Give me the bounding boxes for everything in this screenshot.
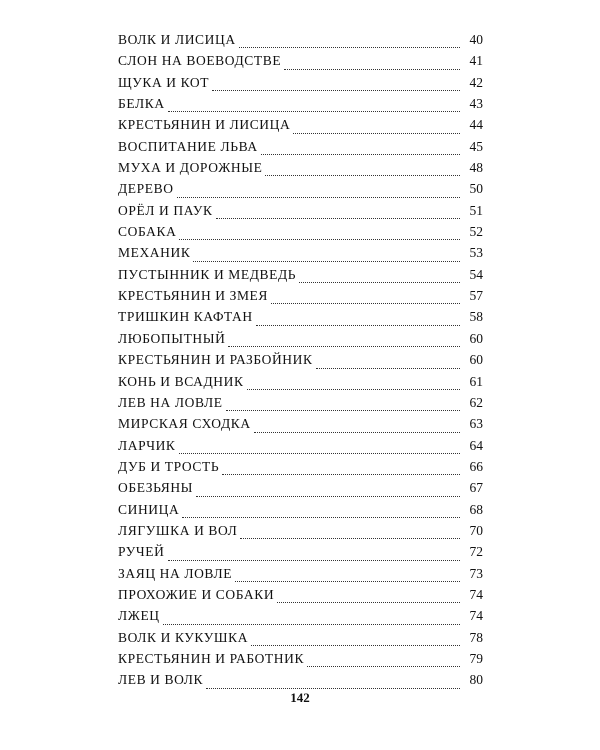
toc-entry-title: ЛЕВ НА ЛОВЛЕ [118, 394, 223, 410]
toc-entry [118, 75, 483, 96]
toc-entry [118, 32, 483, 53]
toc-entry [118, 502, 483, 523]
toc-entry-title: КРЕСТЬЯНИН И ЛИСИЦА [118, 117, 291, 133]
toc-dot-leader [212, 89, 460, 91]
toc-dot-leader [316, 367, 460, 369]
toc-entry [118, 566, 483, 587]
toc-entry-title: ЗАЯЦ НА ЛОВЛЕ [118, 565, 233, 581]
toc-entry-page-number: 53 [469, 245, 483, 261]
toc-entry-page-number: 63 [469, 416, 483, 432]
toc-entry-title: ЛЖЕЦ [118, 608, 160, 624]
toc-entry-title: ВОЛК И ЛИСИЦА [118, 32, 236, 47]
toc-entry [118, 203, 483, 224]
toc-entry [118, 53, 483, 74]
toc-dot-leader [182, 516, 460, 518]
toc-entry-page-number: 70 [469, 522, 483, 538]
toc-dot-leader [247, 388, 460, 390]
toc-entry [118, 160, 483, 181]
page-number: 142 [290, 690, 310, 705]
toc-entry-page-number: 44 [469, 117, 483, 133]
toc-entry [118, 438, 483, 459]
toc-dot-leader [193, 260, 460, 262]
toc-entry-title: ДУБ И ТРОСТЬ [118, 458, 220, 474]
toc-entry [118, 523, 483, 544]
toc-entry [118, 181, 483, 202]
toc-entry [118, 96, 483, 117]
toc-entry-page-number: 54 [469, 266, 483, 282]
toc-entry-title: ПРОХОЖИЕ И СОБАКИ [118, 586, 275, 602]
toc-entry-page-number: 80 [469, 672, 483, 688]
toc-dot-leader [206, 687, 460, 689]
toc-entry-page-number: 64 [469, 437, 483, 453]
toc-entry [118, 267, 483, 288]
toc-entry-page-number: 61 [469, 373, 483, 389]
toc-entry-page-number: 62 [469, 394, 483, 410]
toc-dot-leader [284, 68, 460, 70]
toc-dot-leader [177, 196, 460, 198]
toc-dot-leader [222, 473, 460, 475]
toc-entry-title: МИРСКАЯ СХОДКА [118, 416, 251, 432]
toc-entry-title: КРЕСТЬЯНИН И РАБОТНИК [118, 650, 305, 666]
toc-entry-page-number: 41 [469, 53, 483, 69]
toc-entry-page-number: 60 [469, 330, 483, 346]
toc-entry-page-number: 57 [469, 288, 483, 304]
toc-entry-title: ЛЕВ И ВОЛК [118, 672, 204, 688]
toc-entry-title: СОБАКА [118, 224, 177, 240]
toc-entry-page-number: 67 [469, 480, 483, 496]
toc-entry-title: БЕЛКА [118, 96, 165, 112]
toc-entry-page-number: 60 [469, 352, 483, 368]
toc-entry-page-number: 42 [469, 74, 483, 90]
toc-dot-leader [168, 559, 461, 561]
toc-entry-title: ЛЯГУШКА И ВОЛ [118, 522, 238, 538]
toc-dot-leader [235, 580, 460, 582]
toc-entry [118, 224, 483, 245]
toc-dot-leader [163, 623, 460, 625]
toc-entry-page-number: 48 [469, 160, 483, 176]
toc-entry [118, 309, 483, 330]
toc-entry [118, 245, 483, 266]
toc-entry-page-number: 51 [469, 202, 483, 218]
toc-dot-leader [265, 174, 460, 176]
toc-entry [118, 608, 483, 629]
toc-dot-leader [299, 281, 460, 283]
toc-entry-page-number: 52 [469, 224, 483, 240]
toc-dot-leader [277, 601, 460, 603]
toc-dot-leader [307, 665, 460, 667]
toc-entry-title: ВОСПИТАНИЕ ЛЬВА [118, 138, 258, 154]
toc-entry [118, 395, 483, 416]
toc-dot-leader [271, 302, 460, 304]
toc-dot-leader [256, 324, 460, 326]
toc-entry-title: ЩУКА И КОТ [118, 74, 210, 90]
toc-dot-leader [293, 132, 460, 134]
toc-entry-page-number: 50 [469, 181, 483, 197]
toc-entry-title: ЛЮБОПЫТНЫЙ [118, 330, 226, 346]
toc-entry [118, 630, 483, 651]
toc-dot-leader [239, 46, 460, 48]
toc-entry-title: МУХА И ДОРОЖНЫЕ [118, 160, 263, 176]
toc-entry-page-number: 74 [469, 586, 483, 602]
toc-entry-page-number: 73 [469, 565, 483, 581]
toc-entry-title: ОБЕЗЬЯНЫ [118, 480, 194, 496]
toc-entry-page-number: 79 [469, 650, 483, 666]
toc-entry [118, 587, 483, 608]
toc-entry-title: КОНЬ И ВСАДНИК [118, 373, 244, 389]
toc-entry-page-number: 58 [469, 309, 483, 325]
toc-entry-title: ОРЁЛ И ПАУК [118, 202, 213, 218]
toc-dot-leader [261, 153, 460, 155]
toc-dot-leader [228, 345, 460, 347]
table-of-contents [118, 32, 483, 694]
toc-entry [118, 544, 483, 565]
toc-entry-page-number: 68 [469, 501, 483, 517]
toc-entry-title: ЛАРЧИК [118, 437, 176, 453]
toc-entry [118, 331, 483, 352]
toc-entry [118, 480, 483, 501]
toc-entry [118, 416, 483, 437]
toc-dot-leader [196, 495, 460, 497]
toc-entry-title: ТРИШКИН КАФТАН [118, 309, 253, 325]
toc-entry-page-number: 40 [469, 32, 483, 47]
toc-entry [118, 117, 483, 138]
toc-entry-title: СИНИЦА [118, 501, 180, 517]
toc-entry-title: ВОЛК И КУКУШКА [118, 629, 249, 645]
toc-entry-title: ПУСТЫННИК И МЕДВЕДЬ [118, 266, 297, 282]
toc-entry-page-number: 78 [469, 629, 483, 645]
toc-dot-leader [240, 537, 460, 539]
toc-entry-page-number: 43 [469, 96, 483, 112]
toc-dot-leader [179, 452, 460, 454]
toc-dot-leader [168, 110, 460, 112]
toc-entry [118, 352, 483, 373]
toc-entry-page-number: 74 [469, 608, 483, 624]
toc-entry-title: КРЕСТЬЯНИН И РАЗБОЙНИК [118, 352, 313, 368]
toc-dot-leader [216, 217, 460, 219]
toc-dot-leader [254, 431, 460, 433]
toc-entry [118, 139, 483, 160]
toc-dot-leader [179, 238, 460, 240]
toc-entry-page-number: 72 [469, 544, 483, 560]
toc-entry [118, 459, 483, 480]
toc-dot-leader [226, 409, 460, 411]
toc-entry-title: МЕХАНИК [118, 245, 191, 261]
toc-entry-title: РУЧЕЙ [118, 544, 165, 560]
toc-dot-leader [251, 644, 460, 646]
toc-entry-page-number: 45 [469, 138, 483, 154]
toc-entry [118, 651, 483, 672]
toc-entry [118, 288, 483, 309]
toc-entry-title: СЛОН НА ВОЕВОДСТВЕ [118, 53, 282, 69]
toc-entry-title: ДЕРЕВО [118, 181, 174, 197]
toc-entry-page-number: 66 [469, 458, 483, 474]
toc-entry-title: КРЕСТЬЯНИН И ЗМЕЯ [118, 288, 269, 304]
toc-entry [118, 374, 483, 395]
